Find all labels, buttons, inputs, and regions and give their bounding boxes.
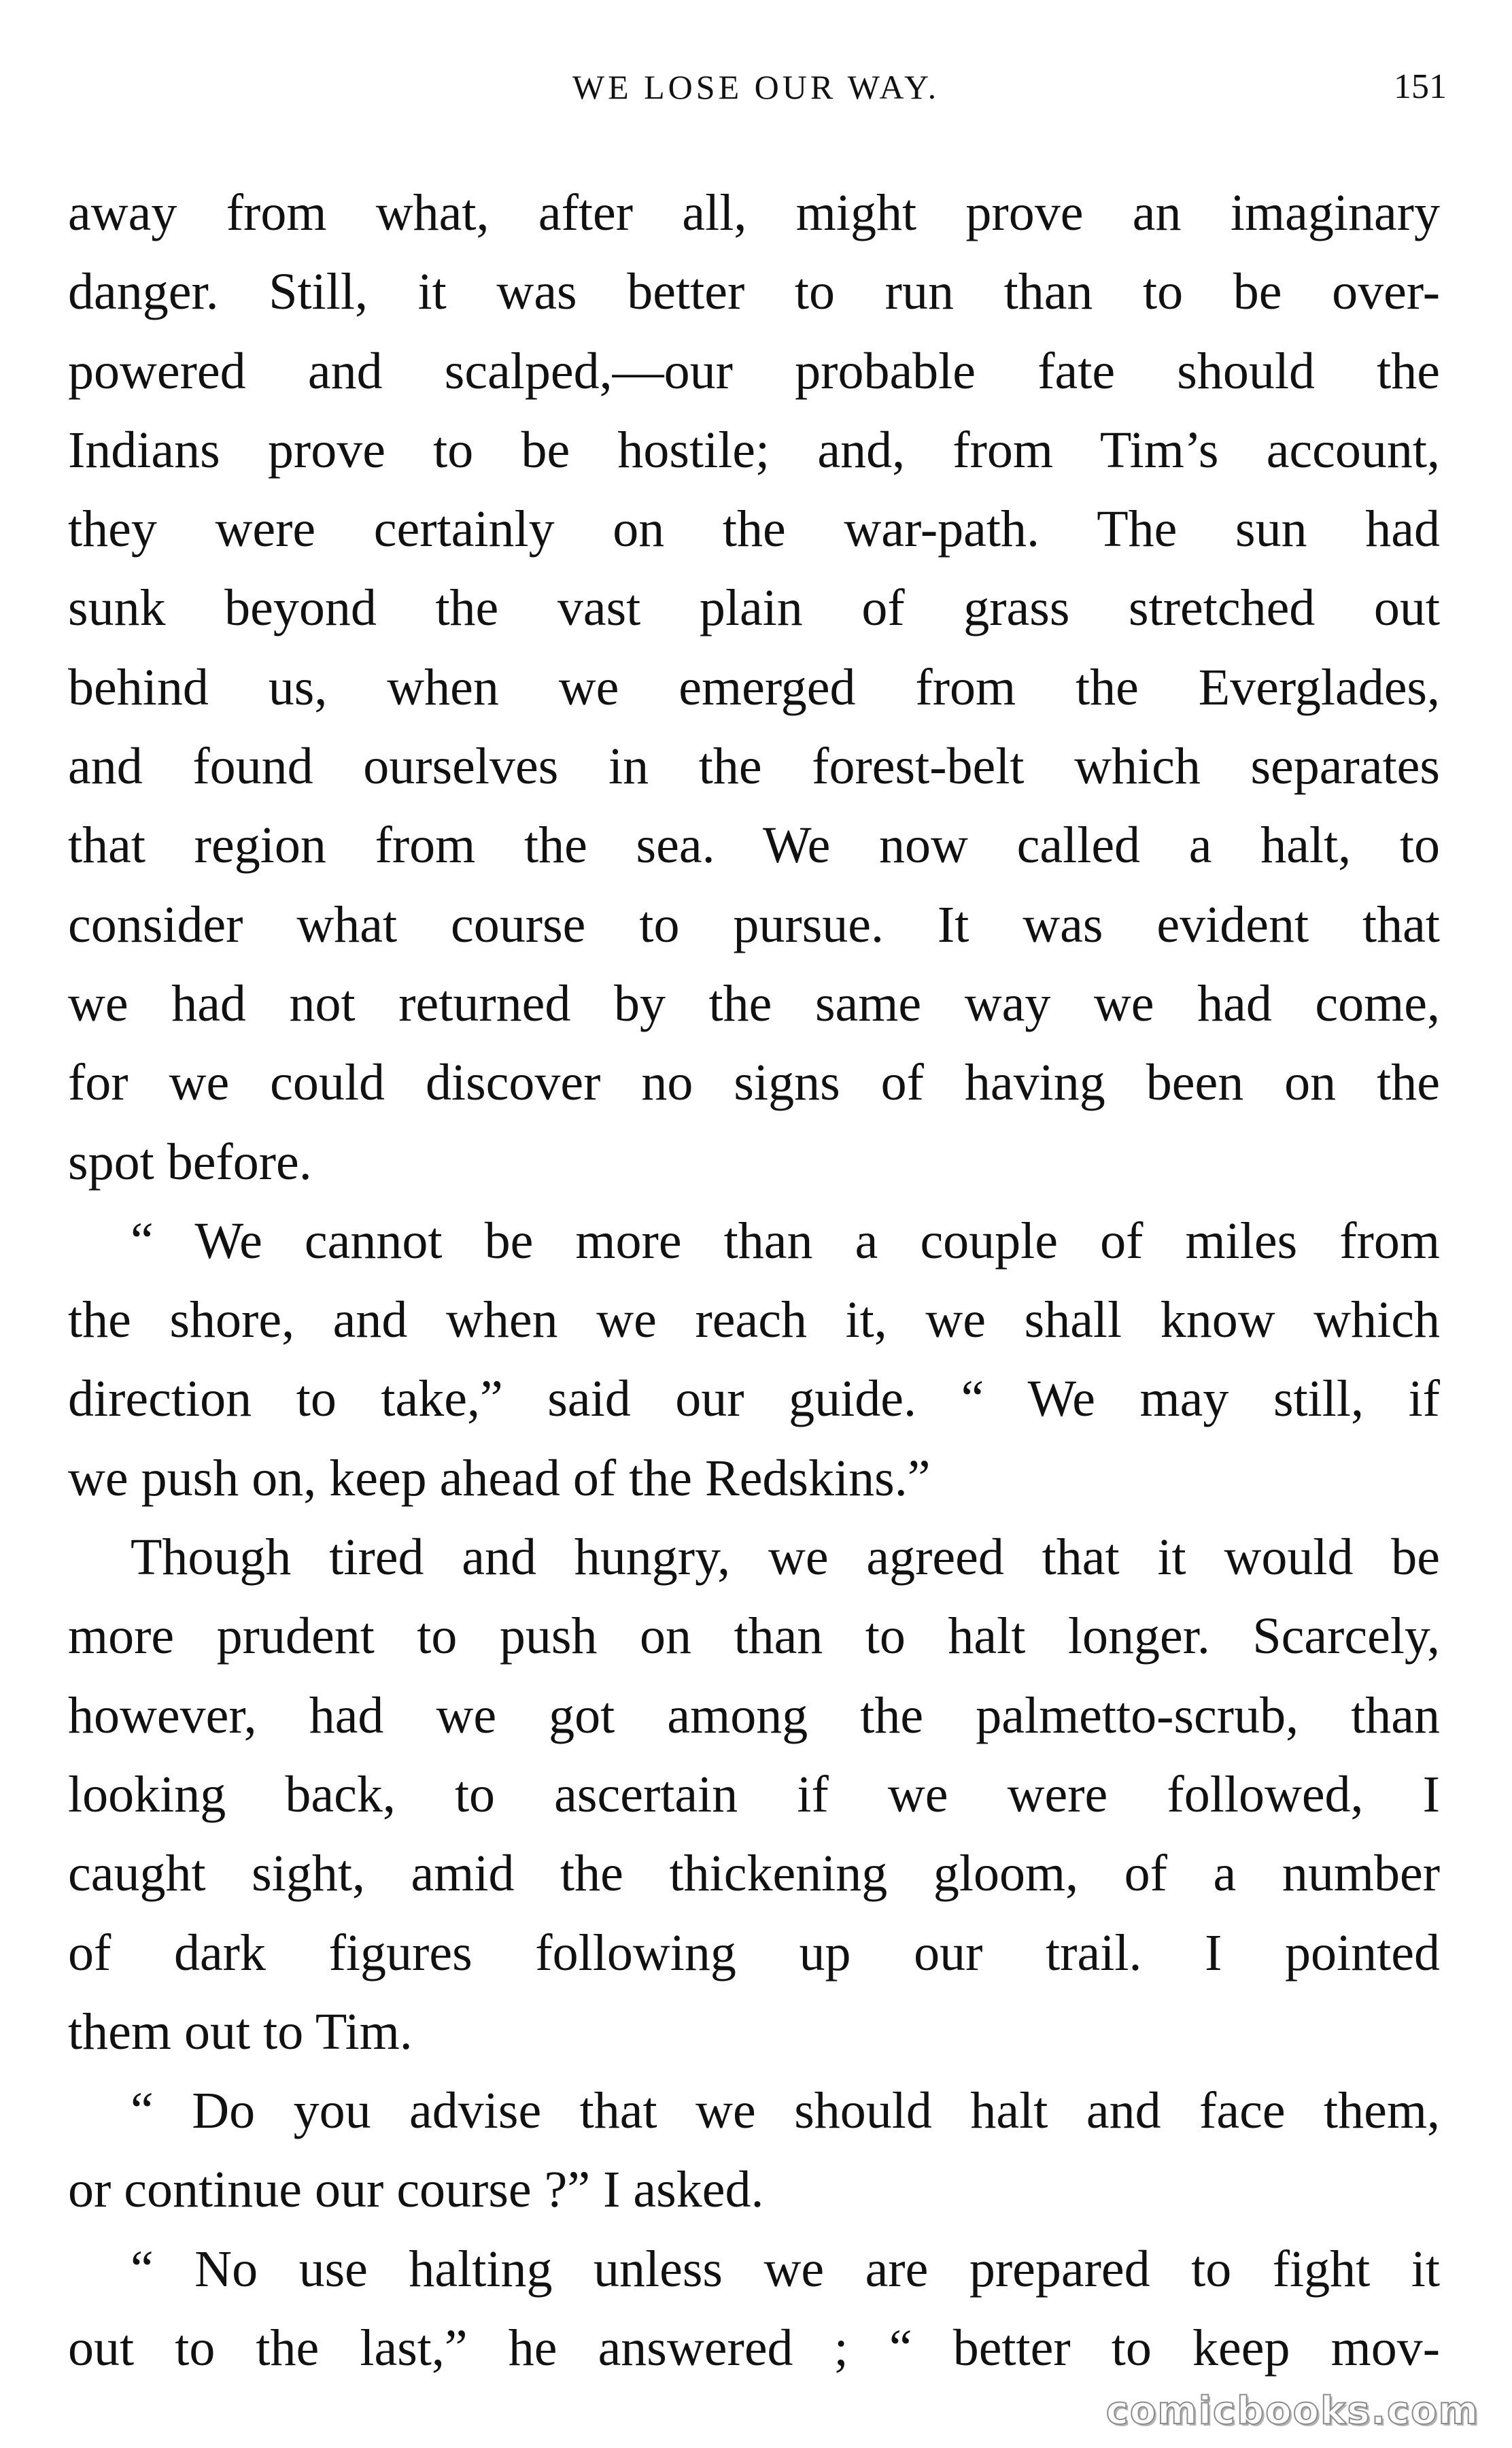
- text-line: danger. Still, it was better to run than to be over-: [68, 263, 1440, 321]
- text-line: behind us, when we emerged from the Everglades,: [68, 658, 1440, 716]
- text-line: we push on, keep ahead of the Redskins.”: [68, 1449, 931, 1507]
- text-line: Though tired and hungry, we agreed that it would be: [131, 1529, 1440, 1586]
- text-line: spot before.: [68, 1133, 312, 1191]
- text-line: of dark figures following up our trail. I pointed: [68, 1924, 1440, 1982]
- body-text: [68, 173, 1440, 2387]
- text-line: Indians prove to be hostile; and, from Tim’s account,: [68, 421, 1440, 479]
- text-line: “ No use halting unless we are prepared to fight it: [131, 2240, 1440, 2298]
- text-line: for we could discover no signs of having been on the: [68, 1054, 1440, 1112]
- text-line: “ Do you advise that we should halt and face them,: [131, 2082, 1440, 2140]
- text-line: out to the last,” he answered ; “ better to keep mov-: [68, 2319, 1440, 2377]
- text-line: caught sight, amid the thickening gloom, of a number: [68, 1845, 1440, 1903]
- text-line: “ We cannot be more than a couple of miles from: [131, 1212, 1440, 1270]
- text-line: however, had we got among the palmetto-scrub, than: [68, 1686, 1440, 1744]
- text-line: them out to Tim.: [68, 2003, 413, 2060]
- running-head: [0, 60, 1512, 114]
- text-line: away from what, after all, might prove an imaginary: [68, 184, 1440, 241]
- text-line: and found ourselves in the forest-belt which separates: [68, 738, 1440, 796]
- text-line: looking back, to ascertain if we were followed, I: [68, 1765, 1440, 1823]
- text-line: the shore, and when we reach it, we shall know which: [68, 1291, 1440, 1349]
- text-line: consider what course to pursue. It was evident that: [68, 896, 1440, 953]
- text-line: powered and scalped,—our probable fate should the: [68, 342, 1440, 400]
- running-title: WE LOSE OUR WAY.: [572, 68, 940, 106]
- text-line: they were certainly on the war-path. The sun had: [68, 500, 1440, 558]
- text-line: we had not returned by the same way we had come,: [68, 974, 1440, 1032]
- watermark: comicbooks.com: [1105, 2389, 1479, 2433]
- page-number: 151: [1394, 67, 1447, 106]
- text-line: sunk beyond the vast plain of grass stretched out: [68, 579, 1440, 637]
- text-line: or continue our course ?” I asked.: [68, 2161, 764, 2219]
- text-line: more prudent to push on than to halt longer. Scarcely,: [68, 1608, 1440, 1665]
- text-line: that region from the sea. We now called a halt, to: [68, 817, 1440, 874]
- text-line: direction to take,” said our guide. “ We may still, if: [68, 1370, 1440, 1428]
